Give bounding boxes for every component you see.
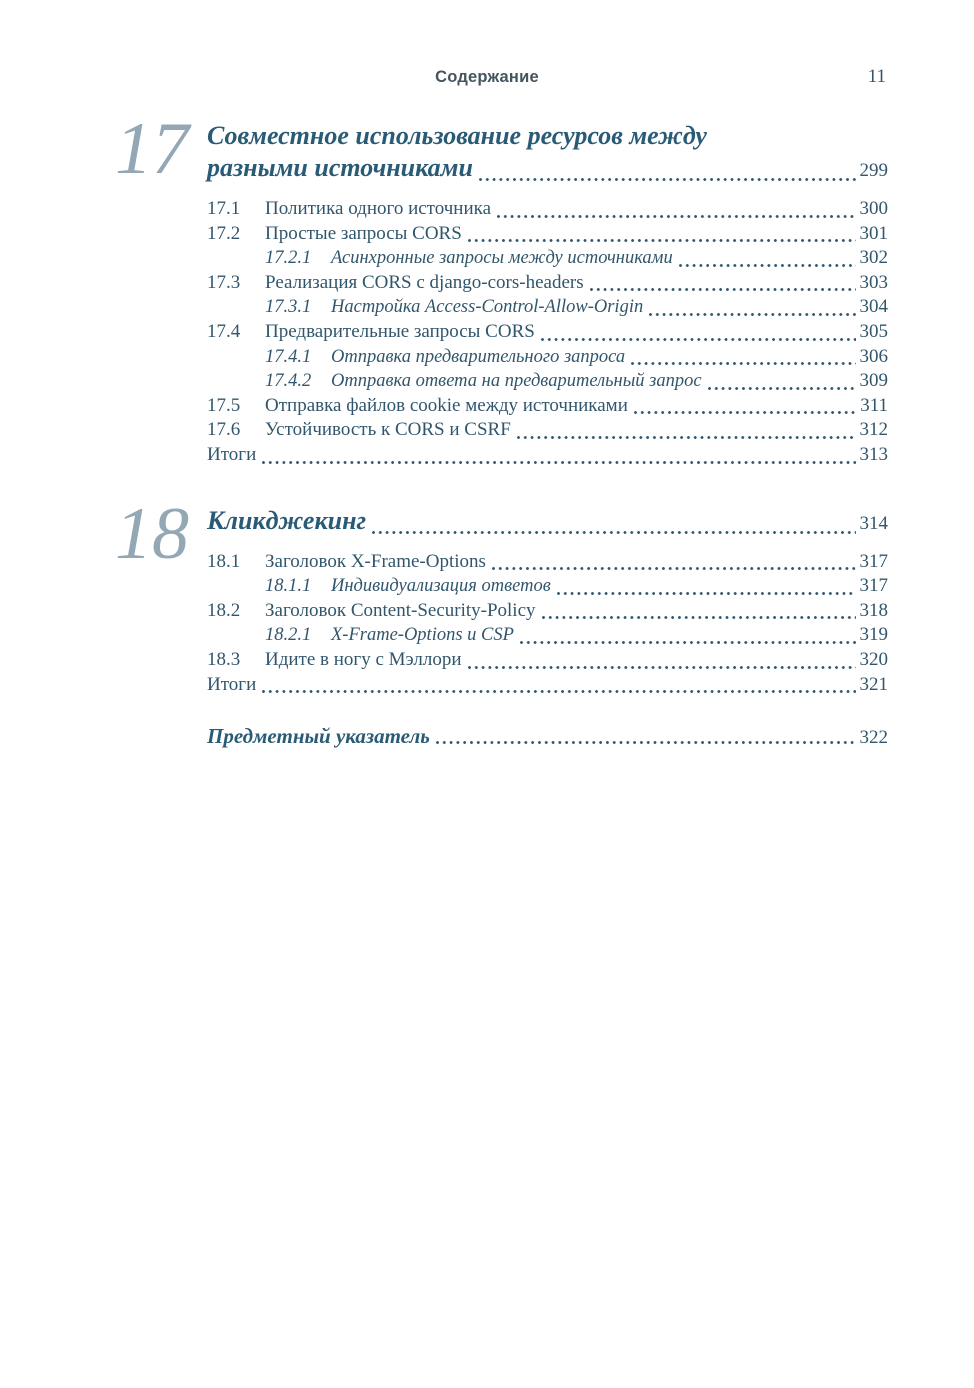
dot-leader xyxy=(262,443,857,468)
chapter-18-title xyxy=(207,505,888,540)
dot-leader xyxy=(497,197,857,222)
toc-entry-17-3 xyxy=(207,271,888,296)
toc-entry-18-1-1 xyxy=(207,574,888,599)
dot-leader xyxy=(590,271,858,296)
entry-page: 305 xyxy=(859,320,888,342)
dot-leader xyxy=(492,550,858,575)
toc-content xyxy=(115,108,888,749)
entry-label: Отправка ответа на предварительный запрос xyxy=(331,371,702,392)
entry-number: 17.3 xyxy=(207,271,241,293)
entry-number: 18.1.1 xyxy=(265,576,312,597)
entry-label: Реализация CORS с django-cors-headers xyxy=(265,271,584,293)
entry-page: 311 xyxy=(860,394,888,416)
entry-number: 17.2.1 xyxy=(265,248,312,269)
entry-number: 17.4.1 xyxy=(265,346,312,367)
toc-entry-17-2-1 xyxy=(207,246,888,271)
entry-number: 18.3 xyxy=(207,648,241,670)
toc-entry-18-3 xyxy=(207,648,888,673)
running-header-title: Содержание xyxy=(435,68,539,86)
chapter-18-block xyxy=(115,492,888,698)
entry-page: 321 xyxy=(859,673,888,695)
entry-page: 303 xyxy=(859,271,888,293)
chapter-18-number: 18 xyxy=(115,492,189,575)
entry-number: 17.5 xyxy=(207,394,241,416)
entry-label: Отправка файлов cookie между источниками xyxy=(265,394,628,416)
index-page: 322 xyxy=(859,727,888,749)
entry-page: 301 xyxy=(859,222,888,244)
dot-leader xyxy=(517,418,858,443)
toc-entry-18-1 xyxy=(207,550,888,575)
dot-leader xyxy=(468,222,858,247)
entry-page: 318 xyxy=(859,599,888,621)
dot-leader xyxy=(262,673,857,698)
entry-number: 17.1 xyxy=(207,198,241,219)
toc-entry-17-5 xyxy=(207,394,888,419)
entry-label: Итоги xyxy=(207,673,257,695)
entry-number: 17.3.1 xyxy=(265,297,312,318)
entry-page: 309 xyxy=(859,370,888,392)
chapter-18-page: 314 xyxy=(859,512,888,534)
toc-entry-17-4-1 xyxy=(207,345,888,370)
running-header-page-number: 11 xyxy=(867,66,886,87)
toc-entry-18-2-1 xyxy=(207,623,888,648)
entry-number: 17.4 xyxy=(207,320,241,342)
entry-number: 17.4.2 xyxy=(265,371,312,392)
dot-leader xyxy=(479,152,858,187)
dot-leader xyxy=(542,599,858,624)
entry-label: Заголовок X-Frame-Options xyxy=(265,550,486,572)
toc-entry-17-4 xyxy=(207,320,888,345)
chapter-17-title xyxy=(207,120,888,187)
toc-entry-18-2 xyxy=(207,599,888,624)
entry-page: 304 xyxy=(859,296,888,318)
entry-page: 319 xyxy=(859,624,888,646)
dot-leader xyxy=(520,623,858,648)
chapter-18-entries xyxy=(207,550,888,698)
chapter-18-title-text: Кликджекинг xyxy=(207,505,367,535)
entry-page: 320 xyxy=(859,648,888,670)
toc-entry-subject-index xyxy=(207,724,888,749)
dot-leader xyxy=(468,648,858,673)
entry-page: 302 xyxy=(859,247,888,269)
entry-label: Устойчивость к CORS и CSRF xyxy=(265,419,511,441)
entry-label: Итоги xyxy=(207,443,257,465)
entry-label: Политика одного источника xyxy=(265,198,492,219)
entry-number: 18.2.1 xyxy=(265,625,312,646)
chapter-17-entries xyxy=(207,197,888,468)
entry-page: 317 xyxy=(859,575,888,597)
entry-label: Заголовок Content-Security-Policy xyxy=(265,599,536,621)
dot-leader xyxy=(372,505,857,540)
dot-leader xyxy=(679,246,858,271)
entry-page: 313 xyxy=(859,443,888,465)
chapter-17-title-line2: разными источниками xyxy=(207,153,473,182)
toc-entry-17-summary xyxy=(207,443,888,468)
entry-page: 312 xyxy=(859,419,888,441)
entry-label: Отправка предварительного запроса xyxy=(331,346,626,367)
dot-leader xyxy=(557,574,858,599)
toc-entry-17-4-2 xyxy=(207,369,888,394)
entry-number: 18.1 xyxy=(207,550,241,572)
entry-page: 306 xyxy=(859,345,888,367)
entry-label: Асинхронные запросы между источниками xyxy=(331,248,673,269)
entry-label: Индивидуализация ответов xyxy=(331,576,551,597)
chapter-17-page: 299 xyxy=(859,160,888,181)
entry-label: Настройка Access-Control-Allow-Origin xyxy=(331,297,644,318)
dot-leader xyxy=(649,295,857,320)
dot-leader xyxy=(634,394,858,419)
toc-entry-17-1 xyxy=(207,197,888,222)
chapter-17-title-line1: Совместное использование ресурсов между xyxy=(207,121,707,150)
toc-entry-17-3-1 xyxy=(207,295,888,320)
entry-number: 18.2 xyxy=(207,599,241,621)
entry-page: 300 xyxy=(859,198,888,219)
toc-entry-18-summary xyxy=(207,673,888,698)
entry-number: 17.6 xyxy=(207,419,241,441)
entry-page: 317 xyxy=(859,550,888,572)
entry-label: Простые запросы CORS xyxy=(265,222,462,244)
toc-entry-17-2 xyxy=(207,222,888,247)
chapter-17-title-row xyxy=(207,152,888,187)
entry-label: X-Frame-Options и CSP xyxy=(331,625,514,646)
dot-leader xyxy=(708,369,858,394)
chapter-17-number: 17 xyxy=(115,108,189,190)
chapter-17-block xyxy=(115,108,888,468)
toc-entry-17-6 xyxy=(207,418,888,443)
entry-label: Предварительные запросы CORS xyxy=(265,320,535,342)
chapter-18-title-row xyxy=(207,505,888,540)
index-label: Предметный указатель xyxy=(207,724,430,749)
dot-leader xyxy=(631,345,857,370)
entry-number: 17.2 xyxy=(207,222,241,244)
dot-leader xyxy=(436,724,858,749)
entry-label: Идите в ногу с Мэллори xyxy=(265,648,462,670)
dot-leader xyxy=(541,320,858,345)
